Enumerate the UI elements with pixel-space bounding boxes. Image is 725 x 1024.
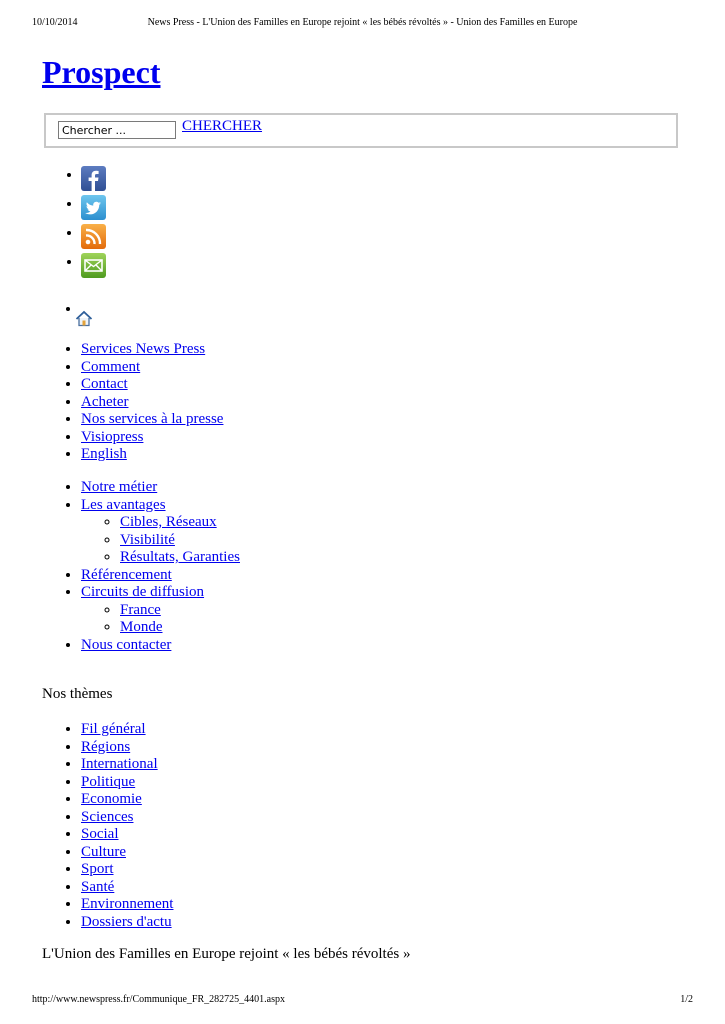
themes-menu xyxy=(61,721,173,931)
press-services-link[interactable]: Nos services à la presse xyxy=(81,411,224,427)
theme-item xyxy=(81,861,173,879)
contact-link[interactable]: Contact xyxy=(81,376,128,392)
notre-metier-link[interactable]: Notre métier xyxy=(81,479,158,495)
twitter-link[interactable] xyxy=(81,194,106,211)
theme-item xyxy=(81,879,173,897)
search-input[interactable] xyxy=(58,121,176,139)
services-link[interactable]: Services News Press xyxy=(81,341,206,357)
monde-link[interactable]: Monde xyxy=(120,619,163,635)
social-item-twitter xyxy=(81,194,106,223)
mail-icon xyxy=(81,253,106,278)
theme-item xyxy=(81,809,173,827)
home-list xyxy=(61,300,81,330)
main-menu-item xyxy=(81,497,240,567)
site-title-link[interactable]: Prospect xyxy=(42,54,161,90)
search-button[interactable]: CHERCHER xyxy=(182,118,263,134)
services-menu-item xyxy=(81,411,223,429)
services-menu xyxy=(61,341,223,464)
rss-icon xyxy=(81,224,106,249)
english-link[interactable]: English xyxy=(81,446,127,462)
print-footer-url: http://www.newspress.fr/Communique_FR_282725_4401.aspx xyxy=(32,994,285,1005)
theme-item xyxy=(81,721,173,739)
services-menu-item xyxy=(81,341,223,359)
visibilite-link[interactable]: Visibilité xyxy=(120,531,175,548)
avantages-submenu xyxy=(81,514,240,567)
theme-link[interactable]: Fil général xyxy=(81,721,146,737)
theme-link[interactable]: Sciences xyxy=(81,808,134,825)
theme-link[interactable]: Politique xyxy=(81,773,136,790)
rss-link[interactable] xyxy=(81,223,106,240)
theme-item xyxy=(81,739,173,757)
theme-link[interactable]: Environnement xyxy=(81,896,174,912)
main-menu xyxy=(61,479,240,654)
theme-item xyxy=(81,826,173,844)
social-item-mail xyxy=(81,252,106,281)
submenu-item xyxy=(120,532,240,550)
theme-link[interactable]: Social xyxy=(81,826,119,842)
social-links xyxy=(61,165,106,281)
themes-heading: Nos thèmes xyxy=(42,686,113,702)
facebook-icon xyxy=(81,166,106,191)
article-title: L'Union des Familles en Europe rejoint « les bébés révoltés » xyxy=(42,946,411,962)
services-menu-item xyxy=(81,394,223,412)
circuits-submenu xyxy=(81,602,240,637)
referencement-link[interactable]: Référencement xyxy=(81,566,172,583)
theme-link[interactable]: Sport xyxy=(81,861,114,877)
theme-item xyxy=(81,844,173,862)
main-menu-item xyxy=(81,567,240,585)
submenu-item xyxy=(120,549,240,567)
theme-link[interactable]: International xyxy=(81,756,158,772)
services-menu-item xyxy=(81,359,223,377)
theme-item xyxy=(81,914,173,932)
services-menu-item xyxy=(81,446,223,464)
circuits-link[interactable]: Circuits de diffusion xyxy=(81,584,205,600)
comment-link[interactable]: Comment xyxy=(81,358,141,375)
main-menu-item xyxy=(81,637,240,655)
submenu-item xyxy=(120,514,240,532)
services-menu-item xyxy=(81,376,223,394)
services-menu-item xyxy=(81,429,223,447)
social-item-rss xyxy=(81,223,106,252)
acheter-link[interactable]: Acheter xyxy=(81,393,129,410)
theme-link[interactable]: Culture xyxy=(81,843,126,860)
theme-item xyxy=(81,756,173,774)
site-title xyxy=(42,52,160,92)
mail-link[interactable] xyxy=(81,252,106,269)
twitter-icon xyxy=(81,195,106,220)
theme-link[interactable]: Santé xyxy=(81,878,115,895)
search-form xyxy=(44,113,678,148)
facebook-link[interactable] xyxy=(81,165,106,182)
theme-link[interactable]: Dossiers d'actu xyxy=(81,913,172,930)
visiopress-link[interactable]: Visiopress xyxy=(81,428,144,445)
home-link[interactable] xyxy=(75,310,93,332)
submenu-item xyxy=(120,619,240,637)
print-header-date: 10/10/2014 xyxy=(32,17,78,28)
main-menu-item xyxy=(81,479,240,497)
theme-item xyxy=(81,774,173,792)
theme-link[interactable]: Régions xyxy=(81,738,131,755)
home-icon xyxy=(75,310,93,327)
france-link[interactable]: France xyxy=(120,601,161,618)
theme-link[interactable]: Economie xyxy=(81,791,142,807)
print-header-title: News Press - L'Union des Familles en Europe rejoint « les bébés révoltés » - Union des Familles en Europe xyxy=(147,17,578,28)
nous-contacter-link[interactable]: Nous contacter xyxy=(81,636,172,653)
print-footer-page: 1/2 xyxy=(680,994,693,1005)
social-item-facebook xyxy=(81,165,106,194)
theme-item xyxy=(81,896,173,914)
cibles-link[interactable]: Cibles, Réseaux xyxy=(120,514,217,530)
avantages-link[interactable]: Les avantages xyxy=(81,496,166,513)
resultats-link[interactable]: Résultats, Garanties xyxy=(120,549,240,565)
theme-item xyxy=(81,791,173,809)
main-menu-item xyxy=(81,584,240,637)
submenu-item xyxy=(120,602,240,620)
